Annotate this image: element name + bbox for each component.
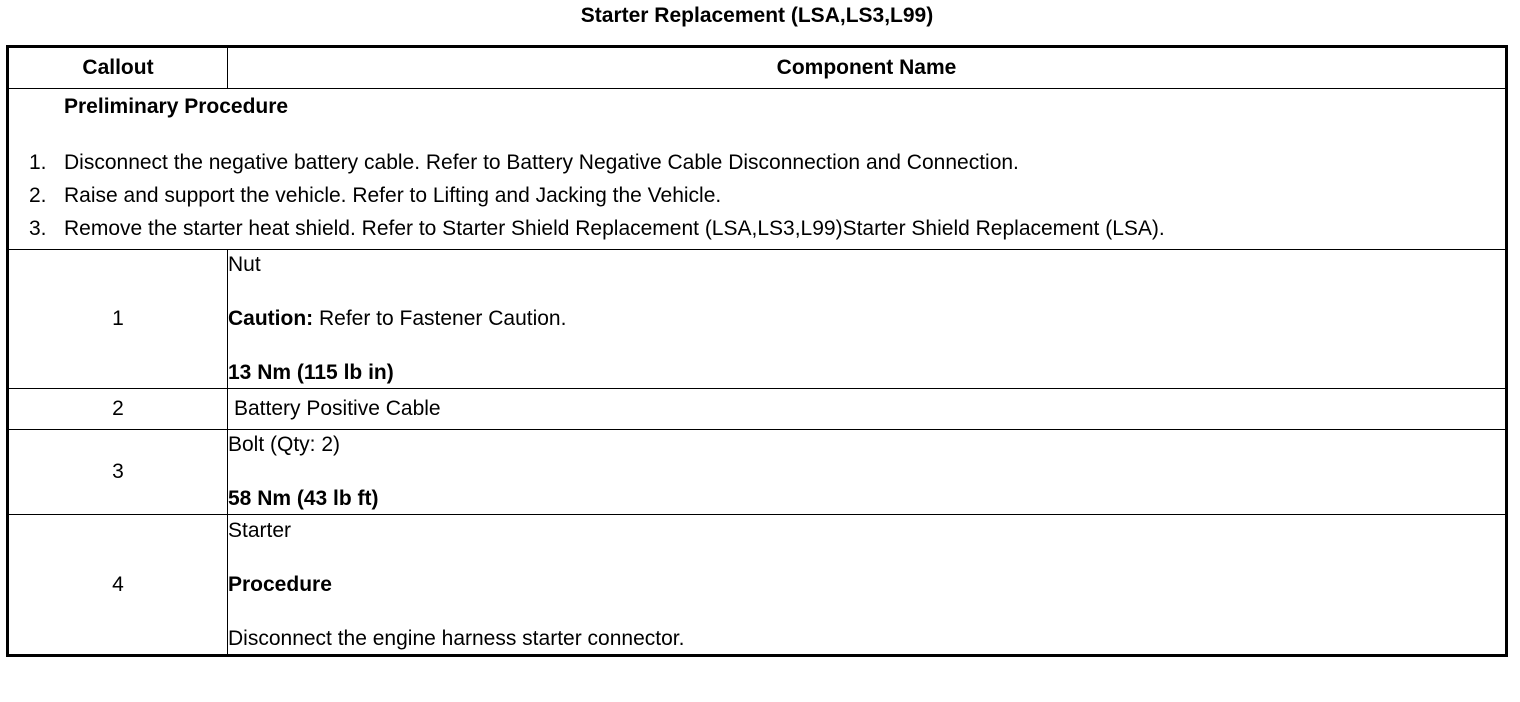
component-name: Nut (228, 253, 261, 276)
preliminary-step (9, 146, 1505, 179)
callout-number: 4 (8, 515, 228, 656)
caution-note (228, 306, 1505, 332)
preliminary-procedure-row (8, 89, 1507, 250)
component-name-column-header: Component Name (228, 47, 1507, 89)
component-table (6, 45, 1508, 657)
torque-spec: 58 Nm (43 lb ft) (228, 487, 379, 510)
component-name: Starter (228, 518, 292, 542)
preliminary-steps-list (9, 146, 1505, 245)
step-number: 1. (29, 150, 47, 174)
procedure-text: Disconnect the engine harness starter connector. (228, 626, 685, 650)
caution-text: Refer to Fastener Caution. (313, 307, 567, 330)
torque-spec: 13 Nm (115 lb in) (228, 361, 394, 384)
procedure-label: Procedure (228, 572, 332, 596)
callout-number: 3 (8, 430, 228, 515)
component-cell (228, 389, 1507, 430)
preliminary-step (9, 212, 1505, 245)
table-row (8, 389, 1507, 430)
preliminary-procedure-title: Preliminary Procedure (64, 94, 289, 118)
page-title: Starter Replacement (LSA,LS3,L99) (580, 4, 934, 27)
step-text: Raise and support the vehicle. Refer to Lifting and Jacking the Vehicle. (64, 183, 722, 207)
component-name: Battery Positive Cable (234, 397, 441, 420)
component-cell (228, 250, 1507, 389)
table-row (8, 515, 1507, 656)
step-number: 2. (29, 183, 47, 207)
step-number: 3. (29, 216, 47, 240)
step-text: Disconnect the negative battery cable. Refer to Battery Negative Cable Disconnection and Connection. (64, 150, 1019, 174)
table-row (8, 250, 1507, 389)
component-cell (228, 515, 1507, 656)
step-text: Remove the starter heat shield. Refer to Starter Shield Replacement (LSA,LS3,L99)Starter Shield Replacement (LSA). (64, 216, 1165, 240)
table-header-row (8, 47, 1507, 89)
table-row (8, 430, 1507, 515)
caution-label: Caution: (228, 307, 314, 330)
component-name: Bolt (Qty: 2) (228, 433, 341, 456)
callout-number: 2 (8, 389, 228, 430)
callout-number: 1 (8, 250, 228, 389)
component-cell (228, 430, 1507, 515)
preliminary-step (9, 179, 1505, 212)
preliminary-procedure-cell (8, 89, 1507, 250)
callout-column-header: Callout (8, 47, 228, 89)
